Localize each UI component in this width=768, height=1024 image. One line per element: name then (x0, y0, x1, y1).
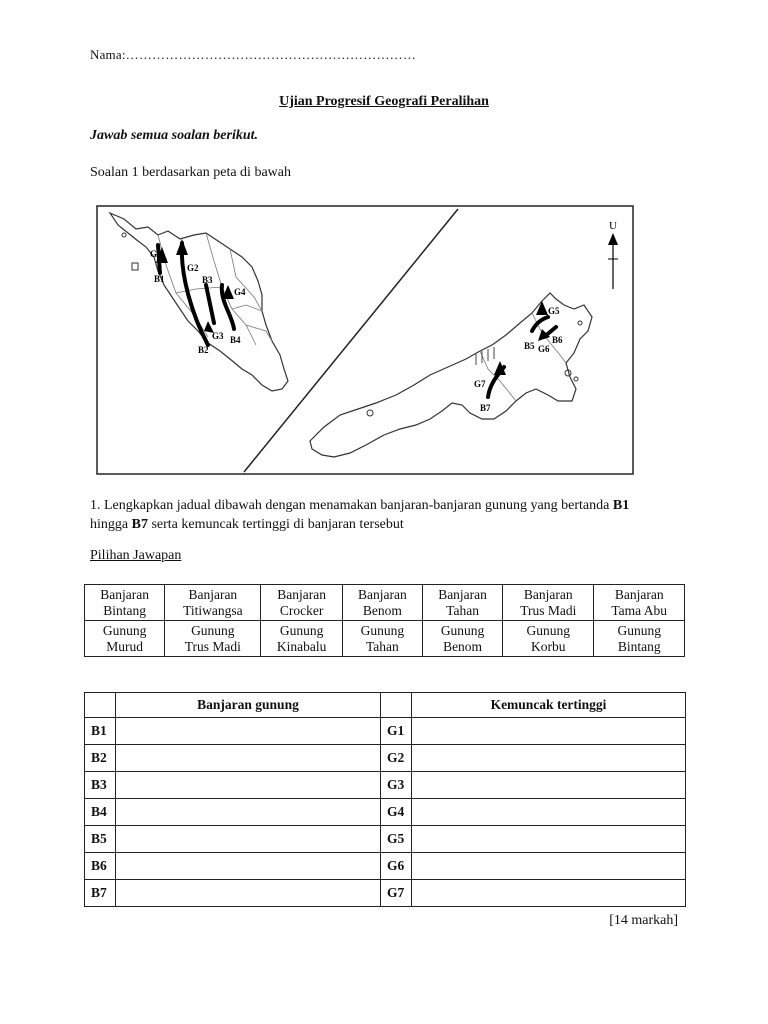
row-label-b: B1 (85, 718, 116, 745)
header-blank-b (85, 693, 116, 718)
header-kemuncak: Kemuncak tertinggi (412, 693, 686, 718)
label-b1: B1 (154, 274, 165, 284)
question-1: 1. Lengkapkan jadual dibawah dengan menamakan banjaran-banjaran gunung yang bertanda B1 hingga B7 serta kemuncak tertinggi di banjaran tersebut (90, 498, 630, 532)
label-g5: G5 (548, 306, 560, 316)
label-b5: B5 (524, 341, 535, 351)
label-b7: B7 (480, 403, 491, 413)
answer-cell-banjaran[interactable] (116, 853, 381, 880)
answer-cell-banjaran[interactable] (116, 826, 381, 853)
table-row (85, 880, 686, 907)
label-g7: G7 (474, 379, 486, 389)
label-g6: G6 (538, 344, 550, 354)
row-label-b: B5 (85, 826, 116, 853)
choice-cell: Gunung Trus Madi (165, 621, 261, 657)
row-label-g: G7 (381, 880, 412, 907)
answer-cell-kemuncak[interactable] (412, 745, 686, 772)
compass-label: U (609, 220, 617, 232)
choices-row-banjaran (85, 585, 685, 621)
table-row (85, 799, 686, 826)
row-label-g: G3 (381, 772, 412, 799)
row-label-b: B6 (85, 853, 116, 880)
choice-cell: Gunung Murud (85, 621, 165, 657)
question-b1: B1 (612, 498, 630, 513)
choices-label: Pilihan Jawapan (90, 548, 182, 563)
instruction: Jawab semua soalan berikut. (90, 128, 259, 143)
label-g3: G3 (212, 331, 224, 341)
row-label-g: G6 (381, 853, 412, 880)
answer-cell-banjaran[interactable] (116, 772, 381, 799)
choice-cell: Gunung Benom (422, 621, 502, 657)
name-label: Nama: (90, 47, 126, 62)
row-label-b: B4 (85, 799, 116, 826)
choices-table (84, 584, 685, 657)
row-label-g: G5 (381, 826, 412, 853)
table-row (85, 853, 686, 880)
answer-table (84, 692, 686, 907)
answer-cell-kemuncak[interactable] (412, 853, 686, 880)
label-b2: B2 (198, 345, 209, 355)
answer-cell-kemuncak[interactable] (412, 772, 686, 799)
table-row (85, 826, 686, 853)
name-dots: ………………………………………………………… (125, 47, 417, 62)
label-g1: G1 (150, 249, 162, 259)
name-field (90, 47, 416, 63)
choice-cell: Banjaran Benom (342, 585, 422, 621)
choice-cell: Gunung Kinabalu (261, 621, 342, 657)
answer-cell-kemuncak[interactable] (412, 826, 686, 853)
choice-cell: Gunung Tahan (342, 621, 422, 657)
row-label-g: G4 (381, 799, 412, 826)
choice-cell: Banjaran Trus Madi (503, 585, 594, 621)
answer-cell-kemuncak[interactable] (412, 880, 686, 907)
label-b4: B4 (230, 335, 241, 345)
answer-cell-banjaran[interactable] (116, 718, 381, 745)
page-title: Ujian Progresif Geografi Peralihan (279, 94, 489, 109)
answer-cell-banjaran[interactable] (116, 745, 381, 772)
answer-header-row (85, 693, 686, 718)
question-b7: B7 (131, 517, 148, 532)
question-text-1: 1. Lengkapkan jadual dibawah dengan menamakan banjaran-banjaran gunung yang bertanda (90, 498, 613, 513)
choice-cell: Banjaran Tahan (422, 585, 502, 621)
choice-cell: Banjaran Tama Abu (594, 585, 685, 621)
table-row (85, 718, 686, 745)
row-label-b: B3 (85, 772, 116, 799)
row-label-g: G1 (381, 718, 412, 745)
header-blank-g (381, 693, 412, 718)
choice-cell: Banjaran Bintang (85, 585, 165, 621)
choice-cell: Banjaran Titiwangsa (165, 585, 261, 621)
label-g2: G2 (187, 263, 199, 273)
answer-cell-banjaran[interactable] (116, 880, 381, 907)
row-label-b: B2 (85, 745, 116, 772)
row-label-g: G2 (381, 745, 412, 772)
table-row (85, 772, 686, 799)
row-label-b: B7 (85, 880, 116, 907)
answer-cell-kemuncak[interactable] (412, 799, 686, 826)
answer-cell-kemuncak[interactable] (412, 718, 686, 745)
header-banjaran: Banjaran gunung (116, 693, 381, 718)
choice-cell: Banjaran Crocker (261, 585, 342, 621)
malaysia-map (96, 205, 634, 475)
answer-cell-banjaran[interactable] (116, 799, 381, 826)
choice-cell: Gunung Korbu (503, 621, 594, 657)
intro-text: Soalan 1 berdasarkan peta di bawah (90, 165, 291, 180)
marks-label: [14 markah] (609, 913, 678, 928)
choices-row-gunung (85, 621, 685, 657)
question-text-3: serta kemuncak tertinggi di banjaran tersebut (147, 517, 404, 532)
choice-cell: Gunung Bintang (594, 621, 685, 657)
label-b6: B6 (552, 335, 563, 345)
label-g4: G4 (234, 287, 246, 297)
table-row (85, 745, 686, 772)
label-b3: B3 (202, 275, 213, 285)
